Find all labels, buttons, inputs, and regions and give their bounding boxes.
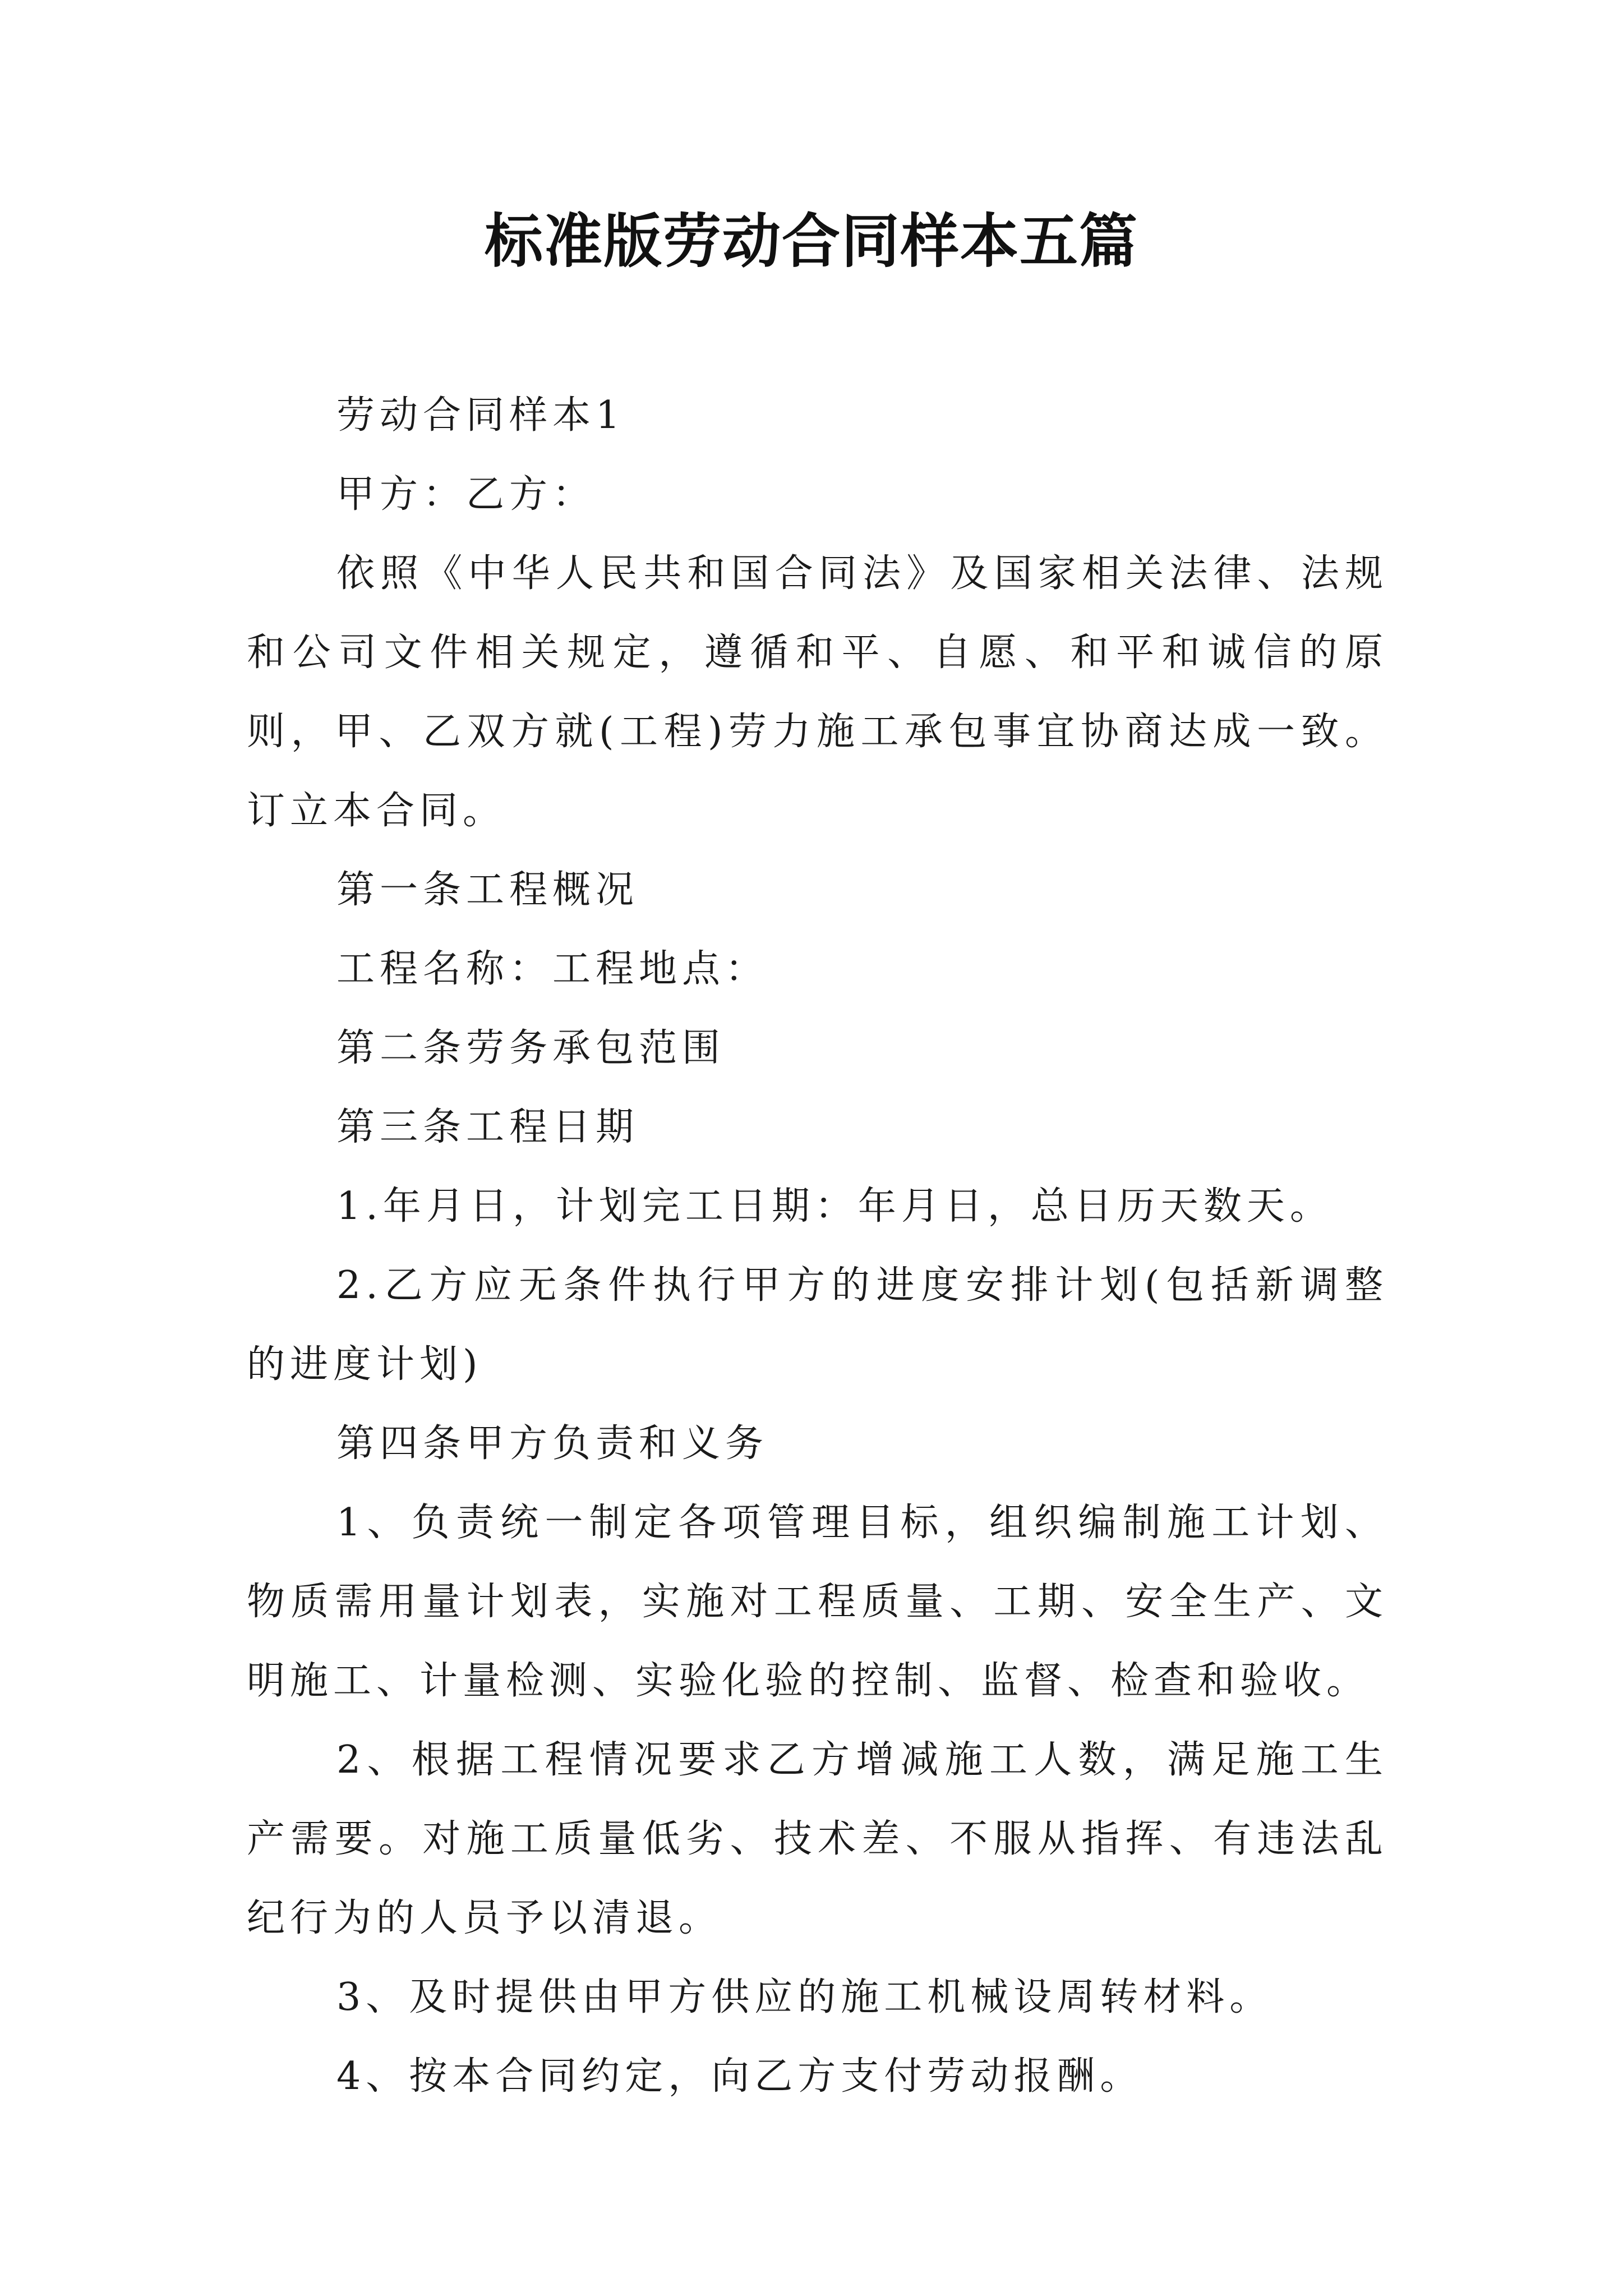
paragraph-duty-item-4: 4、按本合同约定，向乙方支付劳动报酬。 — [336, 2054, 1144, 2099]
paragraph-preamble: 依照《中华人民共和国合同法》及国家相关法律、法规和公司文件相关规定，遵循和平、自愿、和平和诚信的原则，甲、乙双方就(工程)劳力施工承包事宜协商达成一致。订立本合同。 — [247, 551, 1388, 833]
paragraph-duty-item-2: 2、根据工程情况要求乙方增减施工人数，满足施工生产需要。对施工质量低劣、技术差、不服从指挥、有违法乱纪行为的人员予以清退。 — [247, 1738, 1388, 1940]
paragraph-sample-heading: 劳动合同样本1 — [336, 393, 625, 438]
paragraph-parties: 甲方：乙方： — [336, 472, 596, 517]
paragraph-article-1-heading: 第一条工程概况 — [336, 868, 639, 912]
paragraph-duty-item-3: 3、及时提供由甲方供应的施工机械设周转材料。 — [336, 1975, 1273, 2019]
document-title: 标准版劳动合同样本五篇 — [484, 206, 1138, 275]
paragraph-project-name: 工程名称：工程地点： — [336, 947, 769, 991]
paragraph-schedule-item-2: 2.乙方应无条件执行甲方的进度安排计划(包括新调整的进度计划) — [247, 1263, 1388, 1387]
document-body — [247, 376, 1388, 2116]
paragraph-article-3-heading: 第三条工程日期 — [336, 1105, 639, 1149]
paragraph-schedule-item-1: 1.年月日，计划完工日期：年月日，总日历天数天。 — [336, 1184, 1333, 1228]
paragraph-article-4-heading: 第四条甲方负责和义务 — [336, 1421, 769, 1466]
paragraph-article-2-heading: 第二条劳务承包范围 — [336, 1026, 726, 1070]
paragraph-duty-item-1: 1、负责统一制定各项管理目标，组织编制施工计划、物质需用量计划表，实施对工程质量、工期、安全生产、文明施工、计量检测、实验化验的控制、监督、检查和验收。 — [247, 1501, 1388, 1703]
